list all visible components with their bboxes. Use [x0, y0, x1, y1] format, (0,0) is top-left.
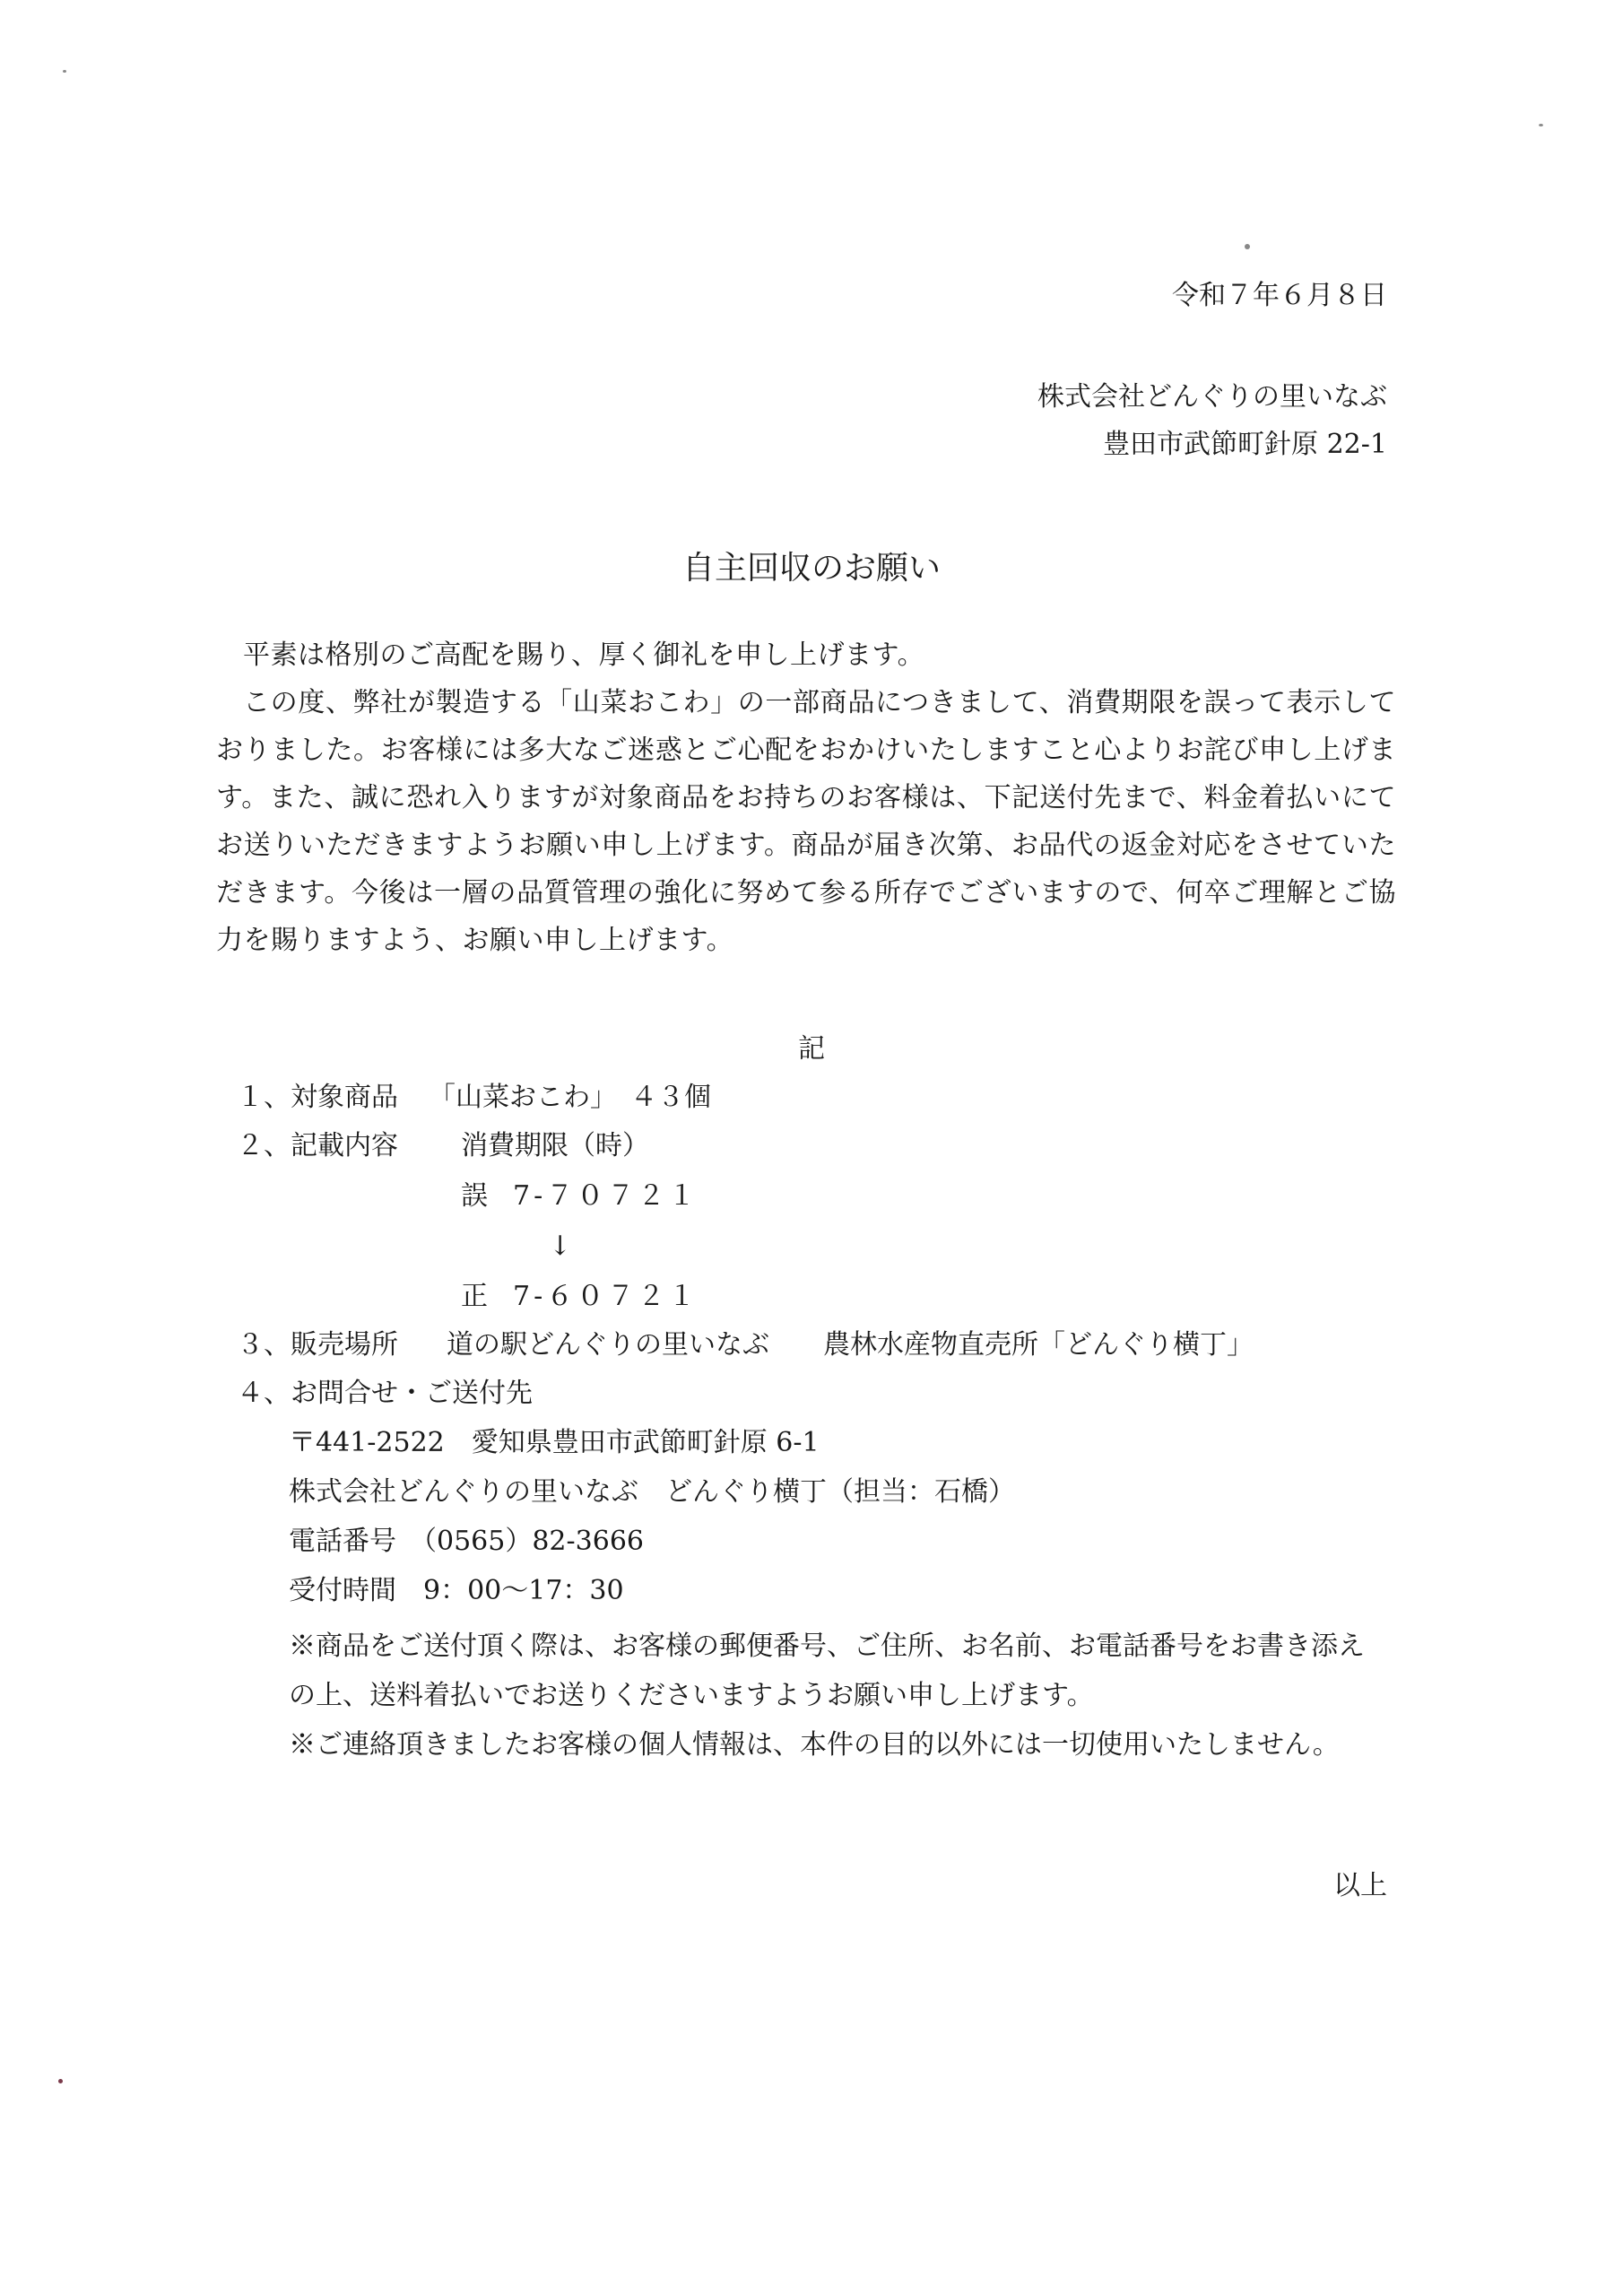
body-text	[216, 631, 1396, 964]
contact-postal-address: 〒441-2522 愛知県豊田市武節町針原 6-1	[289, 1427, 820, 1458]
item-value: 「山菜おこわ」 ４３個	[429, 1082, 711, 1113]
right-date-row	[461, 1281, 699, 1313]
privacy-note: ※ご連絡頂きましたお客様の個人情報は、本件の目的以外には一切使用いたしません。	[289, 1729, 1340, 1761]
wrong-label: 誤	[461, 1180, 488, 1212]
scan-speck	[1539, 124, 1543, 126]
shipping-note: ※商品をご送付頂く際は、お客様の郵便番号、ご住所、お名前、お電話番号をお書き添えの上、送料着払いでお送りくださいますようお願い申し上げます。	[289, 1631, 1365, 1711]
item-label: 販売場所	[291, 1329, 398, 1361]
contact-company: 株式会社どんぐりの里いなぶ どんぐり横丁（担当：石橋）	[289, 1476, 1015, 1508]
wrong-value: 7-７０７２１	[513, 1180, 699, 1212]
item-number: ３、	[237, 1329, 291, 1361]
ki-heading: 記	[798, 1033, 825, 1065]
sender-address: 豊田市武節町針原 22-1	[1103, 429, 1387, 460]
item-label: お問合せ・ご送付先	[291, 1378, 533, 1409]
item-value: 消費期限（時）	[461, 1130, 649, 1161]
item-number: １、	[237, 1082, 291, 1113]
item-1	[237, 1082, 711, 1114]
item-3	[237, 1329, 1254, 1361]
right-value: 7-６０７２１	[513, 1281, 699, 1312]
document-title: 自主回収のお願い	[681, 550, 941, 587]
contact-phone: 電話番号 （0565）82-3666	[289, 1526, 645, 1557]
item-label: 対象商品	[291, 1082, 398, 1113]
item-4	[237, 1378, 533, 1410]
item-number: ４、	[237, 1378, 291, 1409]
closing-text: 以上	[1333, 1870, 1387, 1901]
item-value: 道の駅どんぐりの里いなぶ 農林水産物直売所「どんぐり横丁」	[447, 1329, 1254, 1361]
contact-hours: 受付時間 9：00〜17：30	[289, 1575, 624, 1606]
item-label: 記載内容	[291, 1130, 398, 1161]
right-label: 正	[461, 1281, 488, 1312]
scan-speck	[63, 70, 66, 73]
scan-speck	[1245, 244, 1250, 249]
main-paragraph: この度、弊社が製造する「山菜おこわ」の一部商品につきまして、消費期限を誤って表示しておりました。お客様には多大なご迷惑とご心配をおかけいたしますこと心よりお詫び申し上げます。また、誠に恐れ入りますが対象商品をお持ちのお客様は、下記送付先まで、料金着払いにてお送りいただきますようお願い申し上げます。商品が届き次第、お品代の返金対応をさせていただきます。今後は一層の品質管理の強化に努めて参る所存でございますので、何卒ご理解とご協力を賜りますよう、お願い申し上げます。	[216, 687, 1396, 956]
wrong-date-row	[461, 1180, 699, 1213]
scan-speck	[58, 2079, 63, 2083]
greeting-paragraph: 平素は格別のご高配を賜り、厚く御礼を申し上げます。	[243, 639, 925, 671]
document-date: 令和７年６月８日	[1172, 280, 1387, 311]
item-2	[237, 1130, 649, 1162]
item-number: ２、	[237, 1130, 291, 1161]
sender-company: 株式会社どんぐりの里いなぶ	[1037, 381, 1387, 413]
arrow-down-icon: ↓	[549, 1231, 572, 1262]
